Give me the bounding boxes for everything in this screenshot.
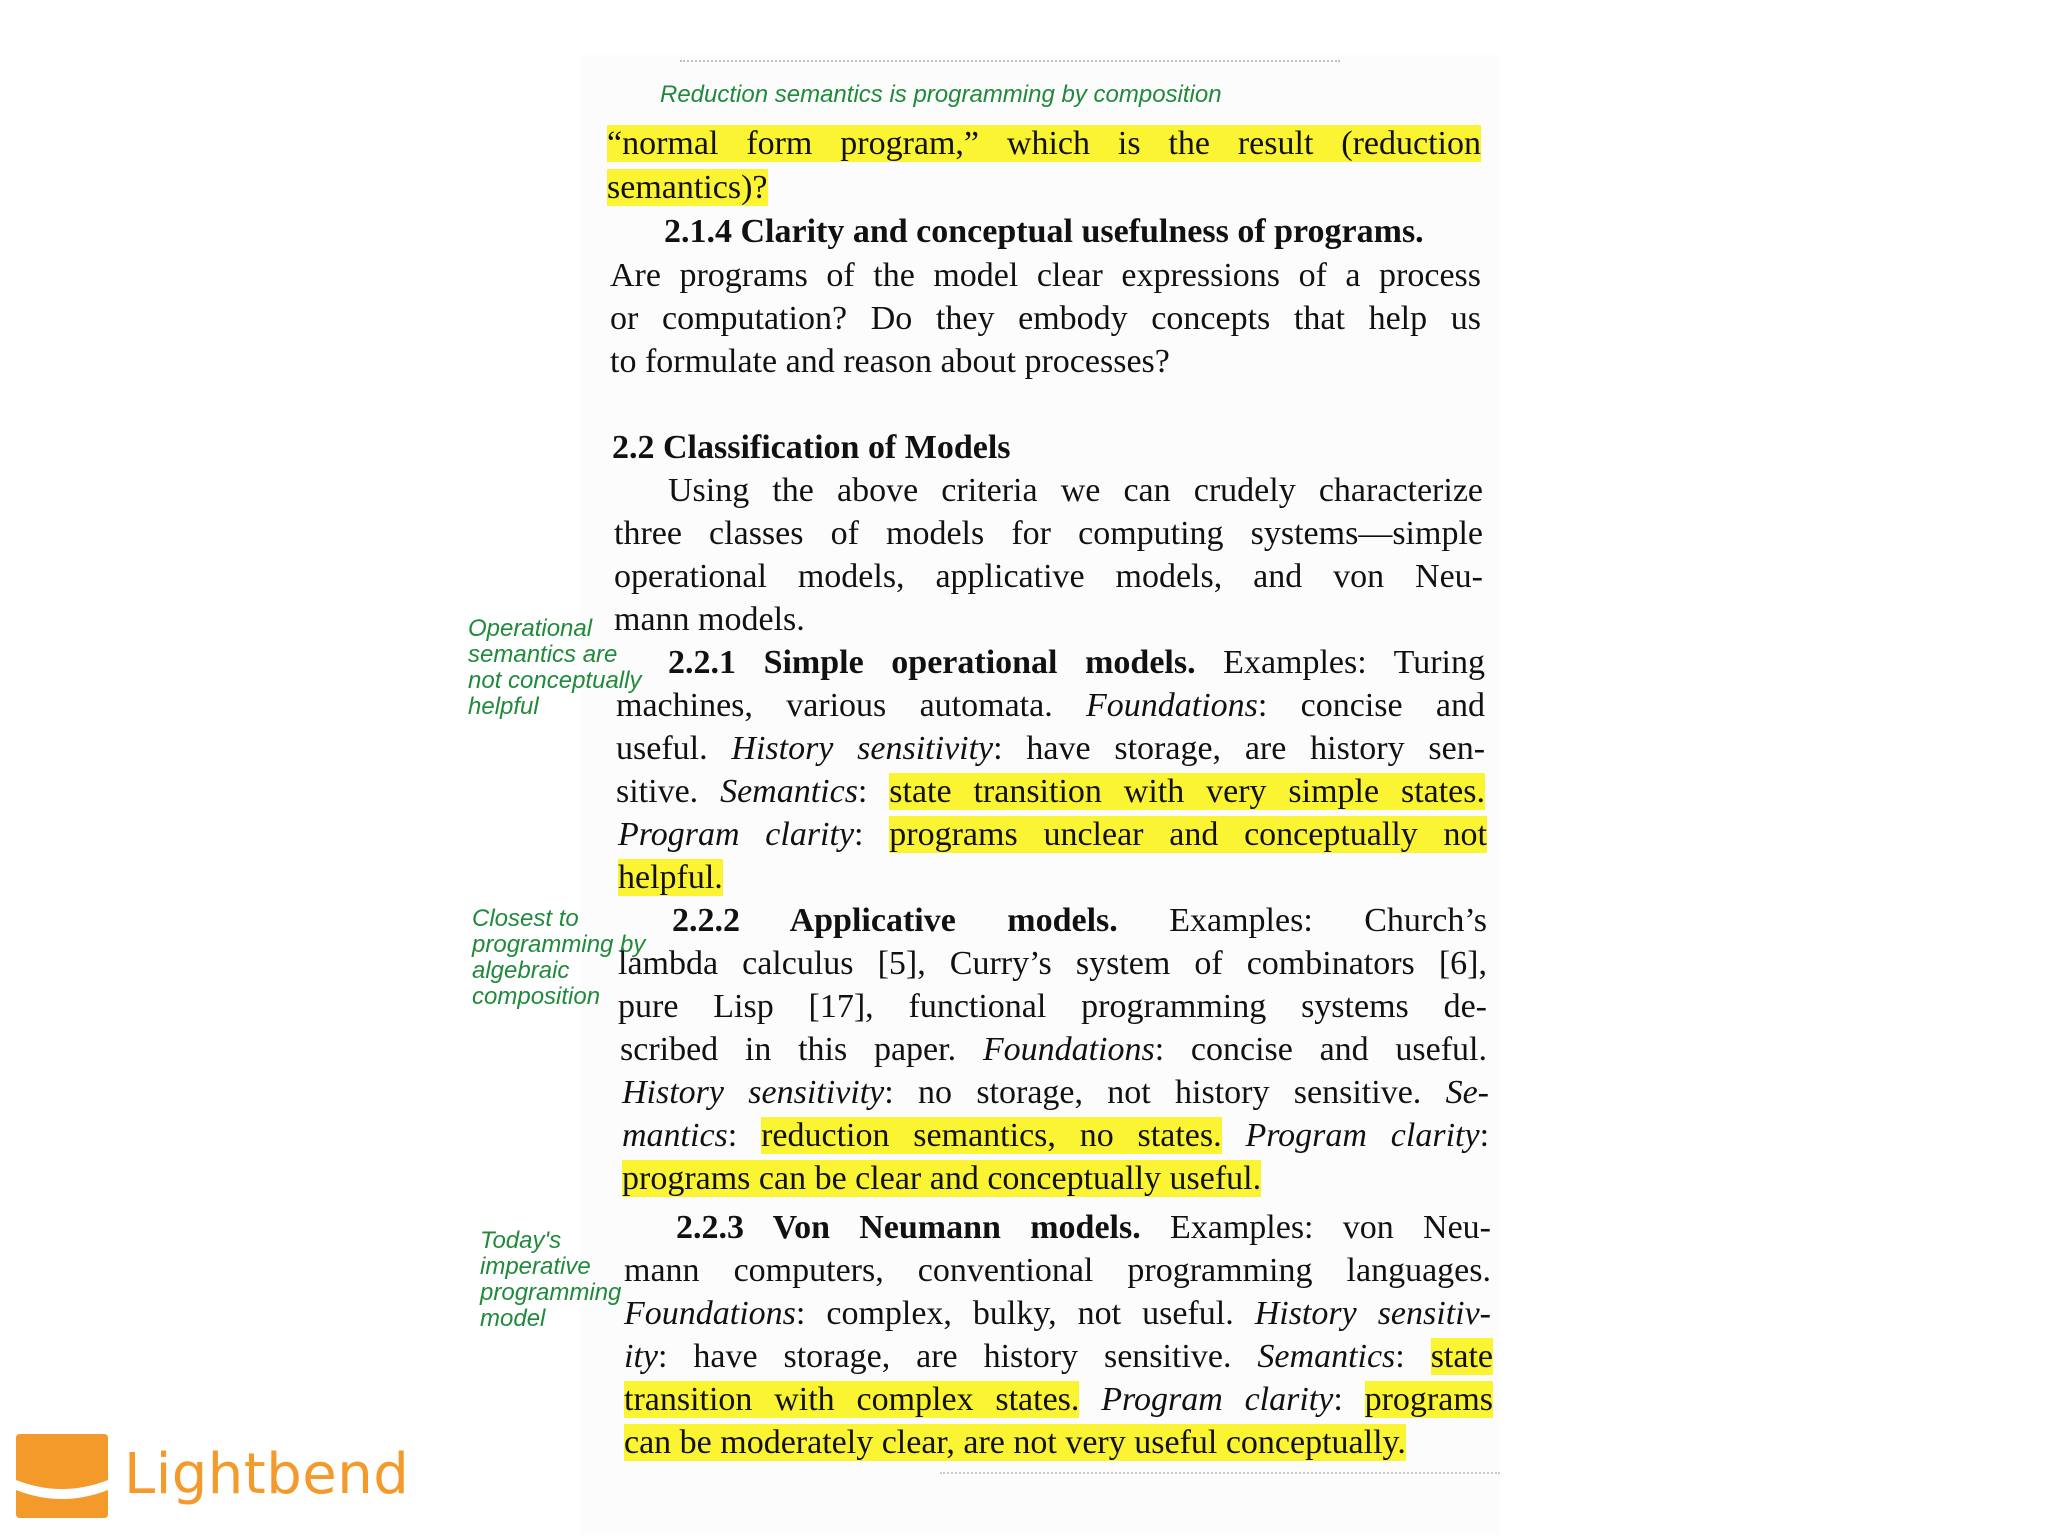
highlight: programs	[1364, 1381, 1494, 1418]
text-span: Program clarity	[1101, 1381, 1334, 1418]
highlight: can be moderately clear, are not very useful conceptually.	[624, 1424, 1406, 1461]
text-span: History sensitivity	[622, 1074, 885, 1111]
margin-note-line: programming by	[472, 931, 646, 958]
section-heading: 2.2.2 Applicative	[672, 902, 956, 939]
text-line-9: three classes of models for computing systems—simple	[614, 515, 1483, 552]
section-heading: 2.2.1 Simple operational models.	[668, 644, 1196, 681]
text-span: Program clarity	[1245, 1117, 1480, 1154]
text-span: Examples: Turing	[1195, 644, 1486, 681]
text-span: :	[1479, 1117, 1490, 1154]
scan-top-marks	[680, 60, 1340, 66]
text-line-13	[616, 686, 1485, 726]
highlight: helpful.	[618, 859, 723, 896]
highlight: semantics)?	[607, 169, 768, 206]
section-2-2-2-line	[672, 901, 1487, 941]
text-line-11: mann models.	[614, 601, 805, 638]
text-span: Semantics	[1257, 1338, 1396, 1375]
text-span: Examples: von Neu-	[1140, 1209, 1491, 1246]
text-line-21	[620, 1030, 1487, 1070]
text-line-1	[607, 124, 1481, 164]
text-line-20: pure Lisp [17], functional programming systems de-	[618, 988, 1487, 1025]
highlight: state	[1430, 1338, 1493, 1375]
margin-note-line: semantics are	[468, 641, 618, 668]
highlight: transition with complex states.	[624, 1381, 1080, 1418]
section-heading: 2.2 Classification of Models	[612, 429, 1011, 466]
text-line-22	[622, 1073, 1489, 1113]
text-span: sitive.	[616, 773, 721, 810]
margin-note-line: imperative	[480, 1253, 591, 1280]
text-line-30	[624, 1423, 1406, 1463]
section-2-1-4-heading	[664, 212, 1481, 252]
text-line-15	[616, 772, 1485, 812]
text-span: Church’s	[1364, 902, 1488, 939]
text-span: :	[857, 773, 890, 810]
text-line-17	[618, 858, 723, 898]
text-line-5: or computation? Do they embody concepts that help us	[610, 300, 1481, 337]
text-line-6: to formulate and reason about processes?	[610, 343, 1170, 380]
text-span: mantics	[622, 1117, 728, 1154]
text-span: Program clarity	[618, 816, 855, 853]
text-line-28	[624, 1337, 1493, 1377]
text-span: : have storage, are history sen-	[993, 730, 1486, 767]
text-span: :	[1395, 1338, 1431, 1375]
text-span: : no storage, not history sensitive.	[884, 1074, 1446, 1111]
text-line-10: operational models, applicative models, and von Neu-	[614, 558, 1483, 595]
text-span: : complex, bulky, not useful.	[795, 1295, 1255, 1332]
highlight: reduction semantics, no states.	[761, 1117, 1222, 1154]
text-span: Foundations	[982, 1031, 1155, 1068]
text-line-29	[624, 1380, 1493, 1420]
lightbend-wordmark: Lightbend	[124, 1442, 410, 1507]
margin-note-line: not conceptually	[468, 667, 642, 694]
text-span: Foundations	[624, 1295, 796, 1332]
scan-bottom-marks	[940, 1472, 1500, 1478]
text-span: Examples:	[1169, 902, 1313, 939]
text-line-24	[622, 1159, 1261, 1199]
text-span: History sensitiv-	[1254, 1295, 1492, 1332]
text-span: : concise and useful.	[1154, 1031, 1487, 1068]
text-span: machines, various automata.	[616, 687, 1086, 724]
highlight: state transition with very simple states.	[889, 773, 1486, 810]
header-note: Reduction semantics is programming by composition	[660, 81, 1222, 108]
text-span: Se-	[1445, 1074, 1490, 1111]
lightbend-logo	[16, 1432, 416, 1522]
text-line-2	[607, 168, 768, 208]
margin-note-line: composition	[472, 983, 601, 1010]
text-line-27	[624, 1294, 1491, 1334]
margin-note-line: helpful	[468, 693, 539, 720]
text-line-16	[618, 815, 1487, 855]
text-span: ity	[624, 1338, 658, 1375]
text-span	[1079, 1381, 1101, 1418]
text-span: :	[854, 816, 890, 853]
section-heading: models.	[1007, 902, 1118, 939]
text-line-8: Using the above criteria we can crudely characterize	[668, 472, 1483, 509]
margin-note-line: programming	[480, 1279, 622, 1306]
highlight: programs unclear and conceptually not	[889, 816, 1488, 853]
text-span: : concise and	[1257, 687, 1485, 724]
text-span: Semantics	[720, 773, 858, 810]
text-span: :	[727, 1117, 762, 1154]
text-line-19: lambda calculus [5], Curry’s system of combinators [6],	[618, 945, 1487, 982]
margin-note-line: algebraic	[472, 957, 570, 984]
text-line-4: Are programs of the model clear expressions of a process	[610, 257, 1481, 294]
highlight: programs can be clear and conceptually useful.	[622, 1160, 1262, 1197]
margin-note-line: model	[480, 1305, 546, 1332]
text-span: scribed in this paper.	[620, 1031, 983, 1068]
section-2-2-3-line	[676, 1208, 1491, 1248]
section-heading: 2.2.3 Von Neumann models.	[676, 1209, 1141, 1246]
section-2-2-1-line	[668, 643, 1485, 683]
text-line-14	[616, 729, 1485, 769]
highlight: “normal form program,” which is the result (reduction	[607, 125, 1481, 162]
section-2-2-heading	[612, 428, 1011, 468]
margin-note-line: Closest to	[472, 905, 579, 932]
margin-note-line: Operational	[468, 615, 593, 642]
text-span: : have storage, are history sensitive.	[657, 1338, 1258, 1375]
text-line-23	[622, 1116, 1489, 1156]
lightbend-logo-icon	[16, 1434, 108, 1518]
section-heading: 2.1.4 Clarity and conceptual usefulness of programs.	[664, 213, 1424, 250]
text-span: useful.	[616, 730, 732, 767]
text-span: History sensitivity	[731, 730, 994, 767]
text-span: Foundations	[1086, 687, 1258, 724]
text-span: :	[1333, 1381, 1365, 1418]
text-line-26: mann computers, conventional programming languages.	[624, 1252, 1491, 1289]
margin-note-line: Today's	[480, 1227, 562, 1254]
text-span	[1222, 1117, 1246, 1154]
